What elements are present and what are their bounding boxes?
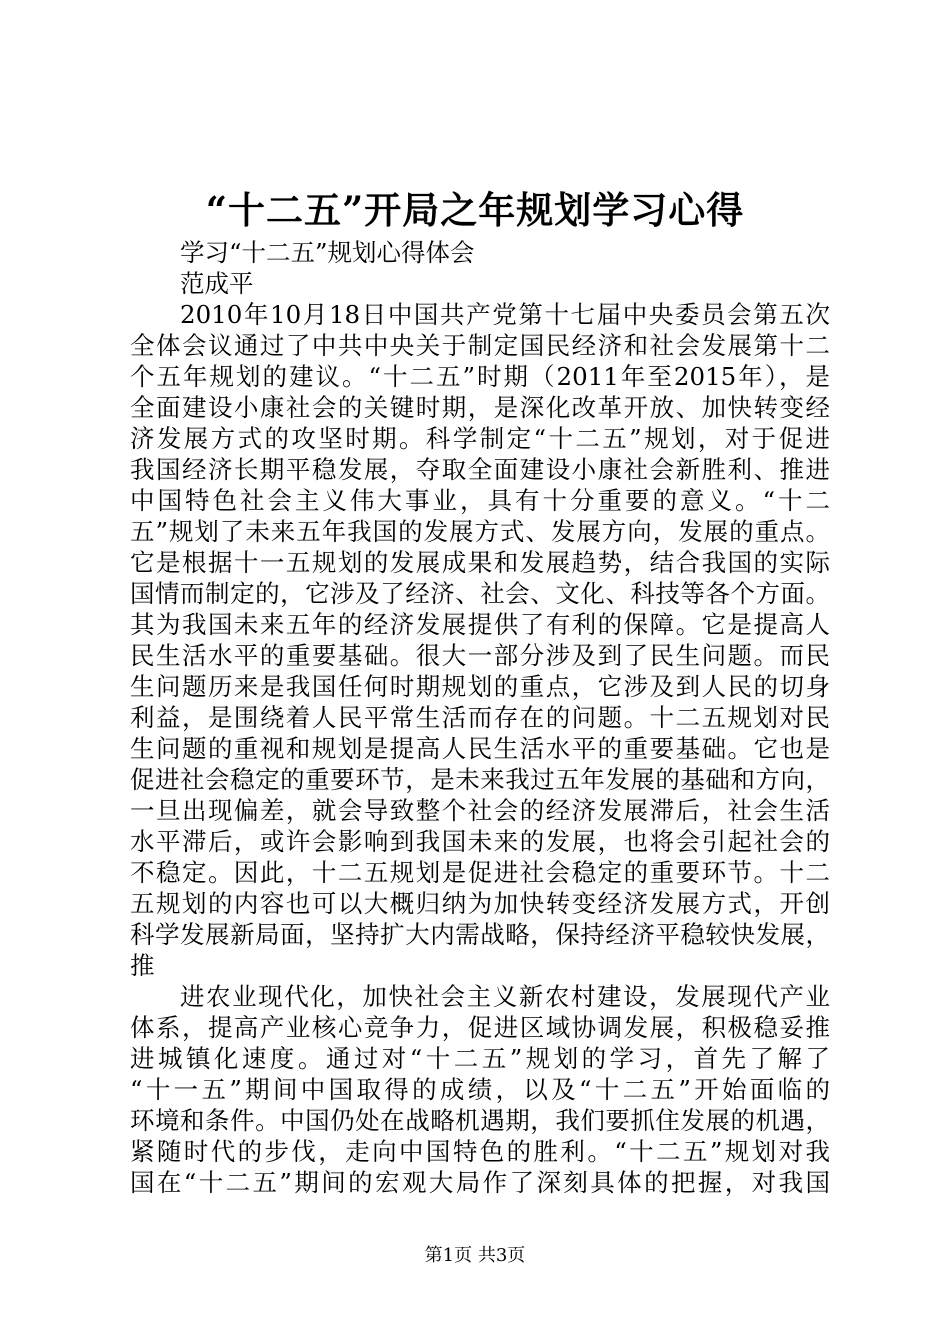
paragraph-line: 体系，提高产业核心竞争力，促进区域协调发展，积极稳妥推 — [130, 1013, 830, 1042]
paragraph-line: 生问题历来是我国任何时期规划的重点，它涉及到人民的切身 — [130, 672, 830, 701]
paragraph-line: 全体会议通过了中共中央关于制定国民经济和社会发展第十二 — [130, 331, 830, 360]
paragraph-line: 中国特色社会主义伟大事业，具有十分重要的意义。“十二 — [130, 486, 830, 515]
paragraph-line: 其为我国未来五年的经济发展提供了有利的保障。它是提高人 — [130, 610, 830, 639]
paragraph-line: 科学发展新局面，坚持扩大内需战略，保持经济平稳较快发展， — [130, 920, 830, 949]
paragraph-line: 济发展方式的攻坚时期。科学制定“十二五”规划，对于促进 — [130, 424, 830, 453]
paragraph-line: 生问题的重视和规划是提高人民生活水平的重要基础。它也是 — [130, 734, 830, 763]
paragraph-line: 紧随时代的步伐，走向中国特色的胜利。“十二五”规划对我 — [130, 1137, 830, 1166]
paragraph-line: 一旦出现偏差，就会导致整个社会的经济发展滞后，社会生活 — [130, 796, 830, 825]
document-subtitle: 学习“十二五”规划心得体会 — [180, 238, 475, 267]
paragraph-line: 环境和条件。中国仍处在战略机遇期，我们要抓住发展的机遇， — [130, 1106, 830, 1135]
paragraph-line: 民生活水平的重要基础。很大一部分涉及到了民生问题。而民 — [130, 641, 830, 670]
paragraph-line: 五规划的内容也可以大概归纳为加快转变经济发展方式，开创 — [130, 889, 830, 918]
paragraph-line: “十一五”期间中国取得的成绩，以及“十二五”开始面临的 — [130, 1075, 830, 1104]
paragraph-line: 2010年10月18日中国共产党第十七届中央委员会第五次 — [180, 300, 830, 329]
paragraph-line: 国在“十二五”期间的宏观大局作了深刻具体的把握，对我国 — [130, 1168, 830, 1197]
paragraph-line: 不稳定。因此，十二五规划是促进社会稳定的重要环节。十二 — [130, 858, 830, 887]
paragraph-line: 进农业现代化，加快社会主义新农村建设，发展现代产业 — [180, 982, 830, 1011]
paragraph-line: 五”规划了未来五年我国的发展方式、发展方向，发展的重点。 — [130, 517, 830, 546]
paragraph-line: 国情而制定的，它涉及了经济、社会、文化、科技等各个方面。 — [130, 579, 830, 608]
paragraph-line: 推 — [130, 951, 155, 980]
document-author: 范成平 — [180, 269, 254, 298]
paragraph-line: 促进社会稳定的重要环节，是未来我过五年发展的基础和方向， — [130, 765, 830, 794]
paragraph-line: 它是根据十一五规划的发展成果和发展趋势，结合我国的实际 — [130, 548, 830, 577]
paragraph-line: 水平滞后，或许会影响到我国未来的发展，也将会引起社会的 — [130, 827, 830, 856]
page-title: “十二五”开局之年规划学习心得 — [205, 188, 745, 232]
page-footer: 第1页 共3页 — [424, 1245, 526, 1266]
paragraph-line: 进城镇化速度。通过对“十二五”规划的学习，首先了解了 — [130, 1044, 830, 1073]
paragraph-line: 我国经济长期平稳发展，夺取全面建设小康社会新胜利、推进 — [130, 455, 830, 484]
paragraph-line: 全面建设小康社会的关键时期，是深化改革开放、加快转变经 — [130, 393, 830, 422]
paragraph-line: 个五年规划的建议。“十二五”时期（2011年至2015年），是 — [130, 362, 830, 391]
paragraph-line: 利益，是围绕着人民平常生活而存在的问题。十二五规划对民 — [130, 703, 830, 732]
